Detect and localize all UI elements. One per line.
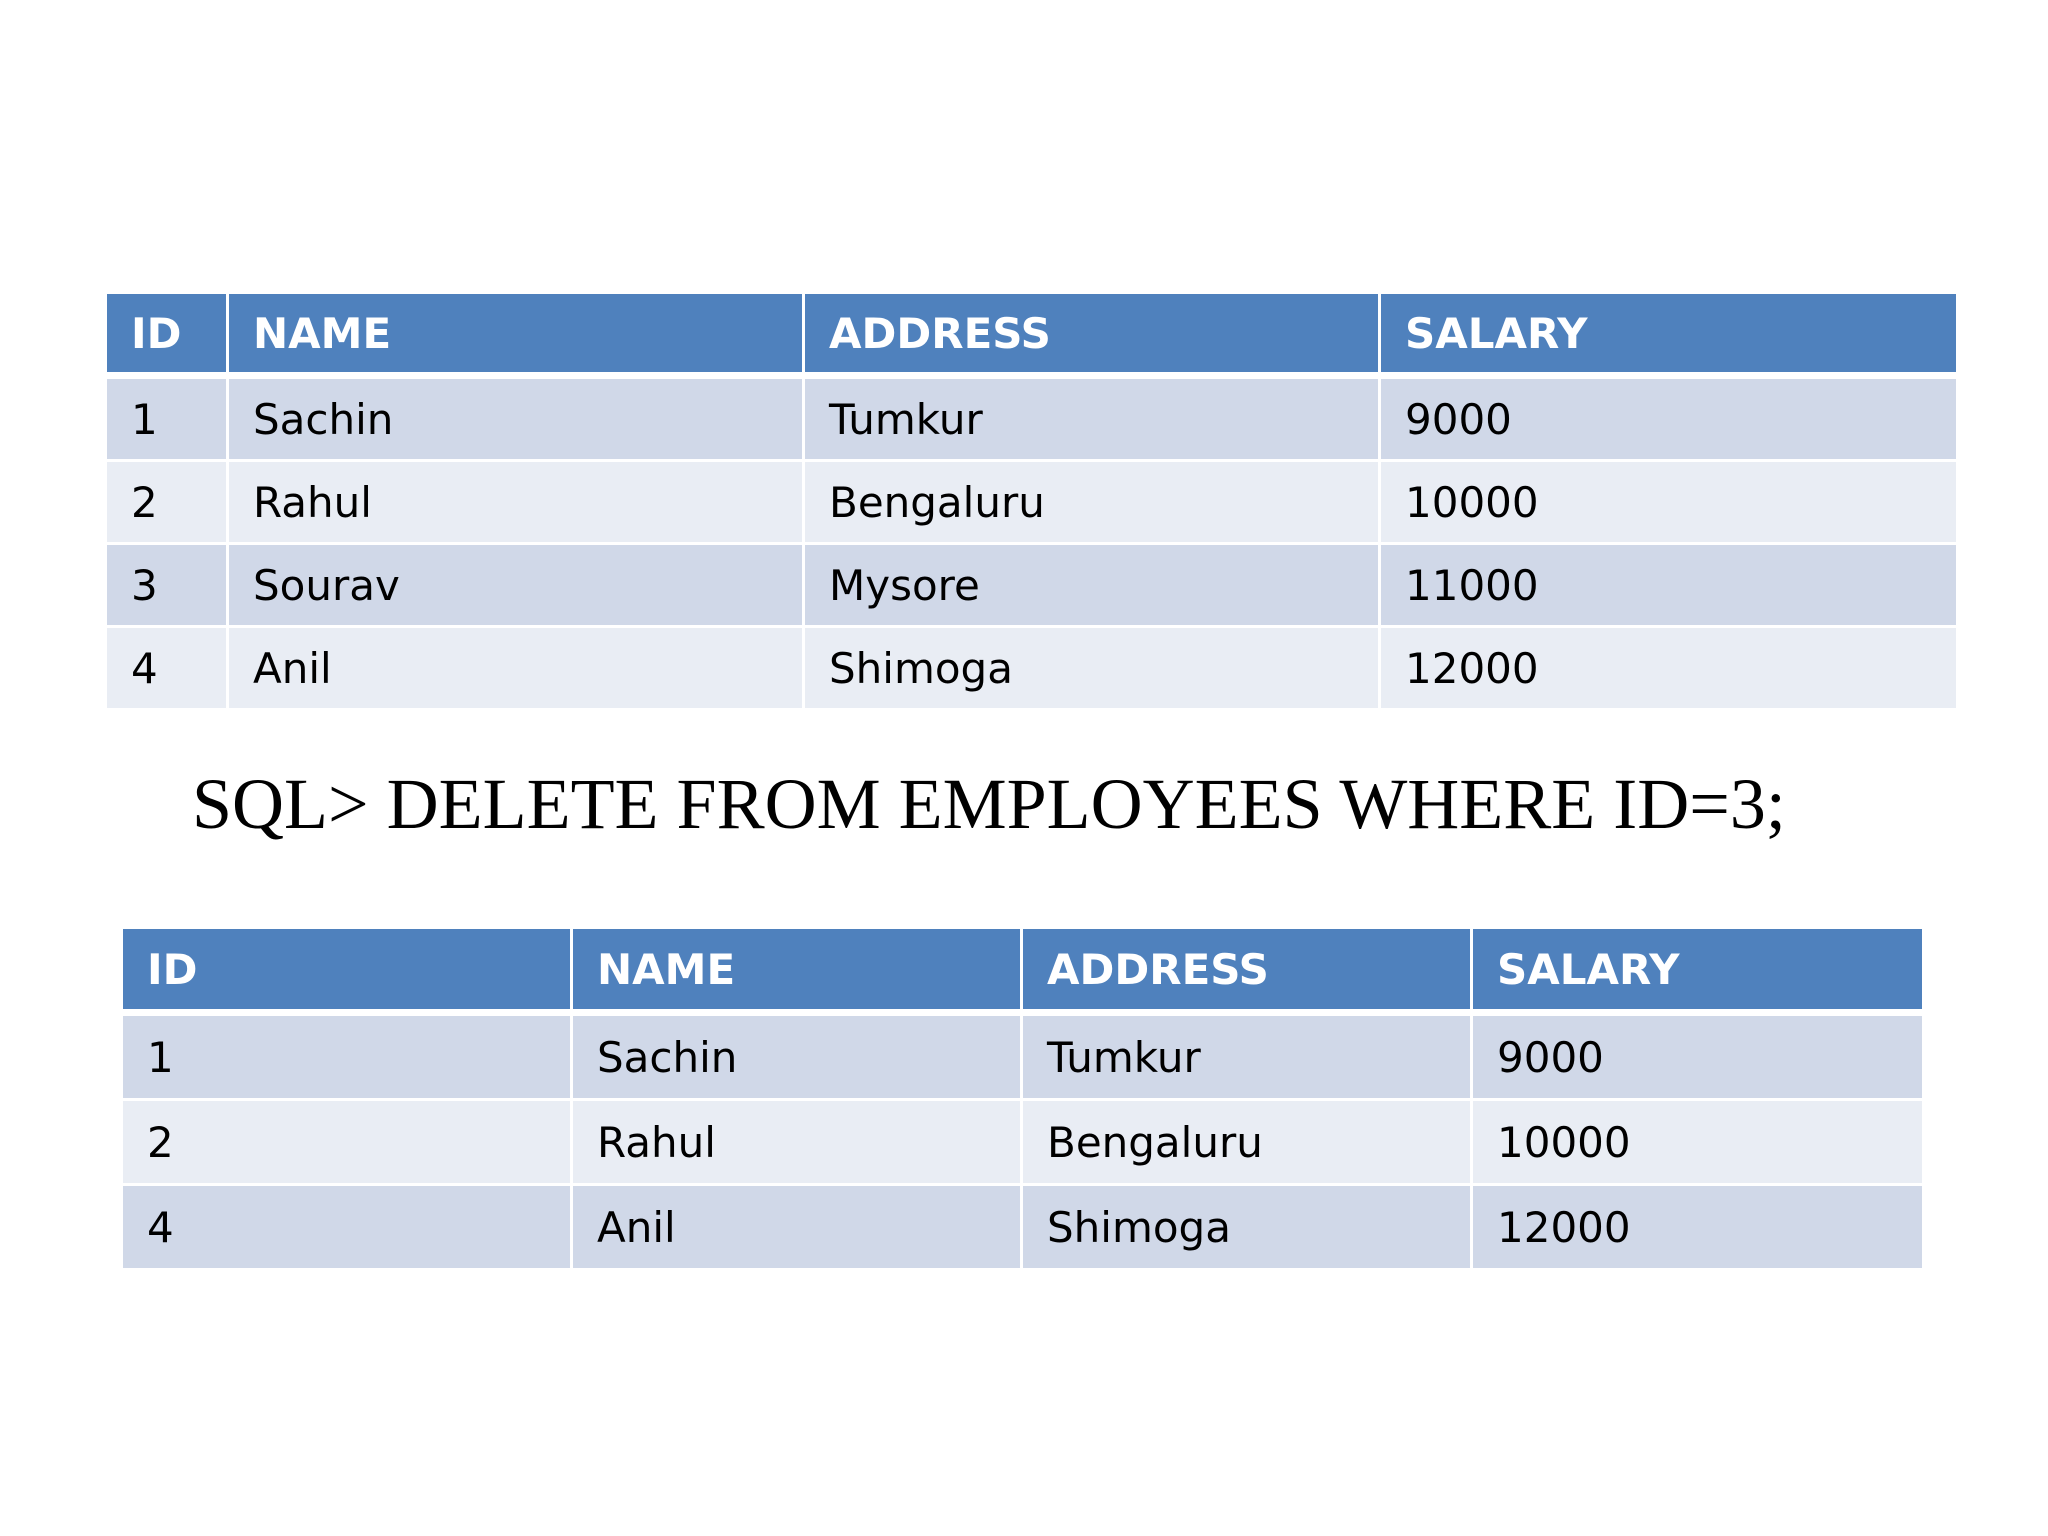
cell-salary: 10000 <box>1472 1100 1924 1185</box>
cell-id: 4 <box>106 627 228 710</box>
column-header-salary: SALARY <box>1472 928 1924 1013</box>
table-row <box>106 461 1958 544</box>
cell-id: 2 <box>106 461 228 544</box>
cell-id: 2 <box>122 1100 572 1185</box>
column-header-id: ID <box>106 293 228 376</box>
table-row <box>106 627 1958 710</box>
cell-name: Anil <box>228 627 804 710</box>
cell-address: Tumkur <box>1022 1013 1472 1100</box>
table-header-row <box>106 293 1958 376</box>
table-row <box>122 1100 1924 1185</box>
table-row <box>106 376 1958 461</box>
column-header-name: NAME <box>572 928 1022 1013</box>
cell-salary: 9000 <box>1380 376 1958 461</box>
column-header-address: ADDRESS <box>1022 928 1472 1013</box>
cell-salary: 9000 <box>1472 1013 1924 1100</box>
cell-name: Sourav <box>228 544 804 627</box>
cell-salary: 11000 <box>1380 544 1958 627</box>
cell-id: 1 <box>122 1013 572 1100</box>
cell-id: 4 <box>122 1185 572 1270</box>
column-header-salary: SALARY <box>1380 293 1958 376</box>
cell-address: Mysore <box>804 544 1380 627</box>
cell-name: Rahul <box>228 461 804 544</box>
cell-salary: 12000 <box>1380 627 1958 710</box>
employees-table-before <box>104 291 1959 711</box>
cell-address: Tumkur <box>804 376 1380 461</box>
cell-id: 1 <box>106 376 228 461</box>
column-header-id: ID <box>122 928 572 1013</box>
cell-name: Anil <box>572 1185 1022 1270</box>
cell-address: Shimoga <box>804 627 1380 710</box>
cell-id: 3 <box>106 544 228 627</box>
cell-name: Rahul <box>572 1100 1022 1185</box>
employees-table-after <box>120 926 1925 1271</box>
cell-address: Shimoga <box>1022 1185 1472 1270</box>
cell-salary: 12000 <box>1472 1185 1924 1270</box>
cell-name: Sachin <box>228 376 804 461</box>
table-row <box>106 544 1958 627</box>
cell-address: Bengaluru <box>804 461 1380 544</box>
cell-name: Sachin <box>572 1013 1022 1100</box>
table-row <box>122 1185 1924 1270</box>
column-header-name: NAME <box>228 293 804 376</box>
table-header-row <box>122 928 1924 1013</box>
table-row <box>122 1013 1924 1100</box>
sql-statement: SQL> DELETE FROM EMPLOYEES WHERE ID=3; <box>192 764 1786 844</box>
cell-salary: 10000 <box>1380 461 1958 544</box>
column-header-address: ADDRESS <box>804 293 1380 376</box>
cell-address: Bengaluru <box>1022 1100 1472 1185</box>
